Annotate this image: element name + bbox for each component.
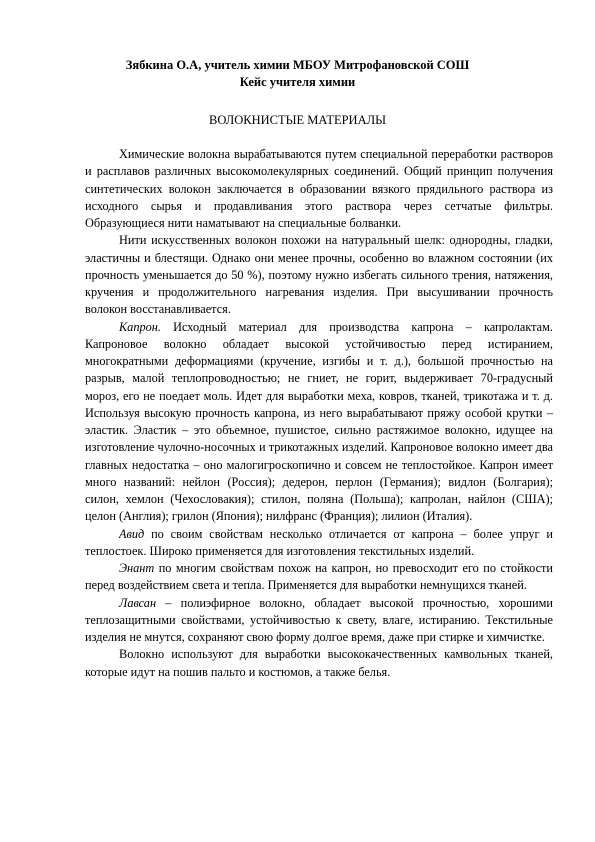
- paragraph-lavsan-text: – полиэфирное волокно, обладает высокой прочностью, хорошими теплозащитными свойствами, устойчивостью к свету, влаге, истиранию. Текстильные изделия не мнутся, сохраняют свою форму долгое время, даже при стирке и химчистке.: [85, 595, 553, 644]
- paragraph-enant-text: по многим свойствам похож на капрон, но превосходит его по стойкости перед воздействием света и тепла. Применяется для выработки немнущихся тканей.: [85, 561, 553, 593]
- term-avid: Авид: [119, 526, 145, 541]
- paragraph-lavsan-usage: Волокно используют для выработки высококачественных камвольных тканей, которые идут на пошив пальто и костюмов, а также белья.: [85, 647, 553, 679]
- paragraph-avid-text: по своим свойствам несколько отличается от капрона – более упруг и теплостоек. Широко применяется для изготовления текстильных изделий.: [85, 526, 553, 558]
- term-enant: Энант: [119, 561, 155, 575]
- term-lavsan: Лавсан: [119, 595, 157, 610]
- paragraph-artificial-fibers: Нити искусственных волокон похожи на натуральный шелк: однородны, гладки, эластичны и блестящи. Однако они менее прочны, особенно во влажном состоянии (их прочность уменьшается до 50 %), поэтому нужно избегать сильного трения, натяжения, кручения и продолжительного нагревания изделия. При высушивании прочность волокон восстанавливается.: [85, 233, 553, 317]
- document-title: ВОЛОКНИСТЫЕ МАТЕРИАЛЫ: [209, 113, 386, 127]
- paragraph-kapron-text: Исходный материал для производства капрона – капролактам. Капроновое волокно обладает высокой устойчивостью перед истиранием, многократными деформациями (кручение, изгибы и т. д.), большой прочностью на разрыв, малой теплопроводностью; не гниет, не горит, выдерживает 70-градусный мороз, его не поедает моль. Идет для выработки меха, ковров, тканей, трикотажа и т. д. Используя высокую прочность капрона, из него вырабатывают пряжу особой крутки – эластик. Эластик – это объемное, пушистое, сильно растяжимое волокно, идущее на изготовление чулочно-носочных и трикотажных изделий. Капроновое волокно имеет два главных недостатка – оно малогигроскопично и совсем не теплостойкое. Капрон имеет много названий: нейлон (Россия); дедерон, перлон (Германия); видлон (Болгария); силон, хемлон (Чехословакия); стилон, поляна (Польша); капролан, найлон (США); целон (Англия); грилон (Япония); нилфранс (Франция); лилион (Италия).: [85, 319, 553, 524]
- paragraph-avid: [85, 526, 553, 561]
- paragraph-lavsan: [85, 595, 553, 647]
- document-body: [85, 146, 553, 681]
- term-kapron: Капрон.: [119, 319, 161, 334]
- subtitle-line: Кейс учителя химии: [239, 75, 356, 89]
- author-line: Зябкина О.А, учитель химии МБОУ Митрофановской СОШ: [125, 58, 470, 72]
- paragraph-kapron: [85, 319, 553, 526]
- paragraph-chemical-fibers: Химические волокна вырабатываются путем специальной переработки растворов и расплавов различных высокомолекулярных соединений. Общий принцип получения синтетических волокон заключается в образовании вязкого прядильного раствора из исходного сырья и продавливания этого раствора через сетчатые фильтры. Образующиеся нити наматывают на специальные болванки.: [85, 147, 553, 230]
- paragraph-enant: [85, 560, 553, 595]
